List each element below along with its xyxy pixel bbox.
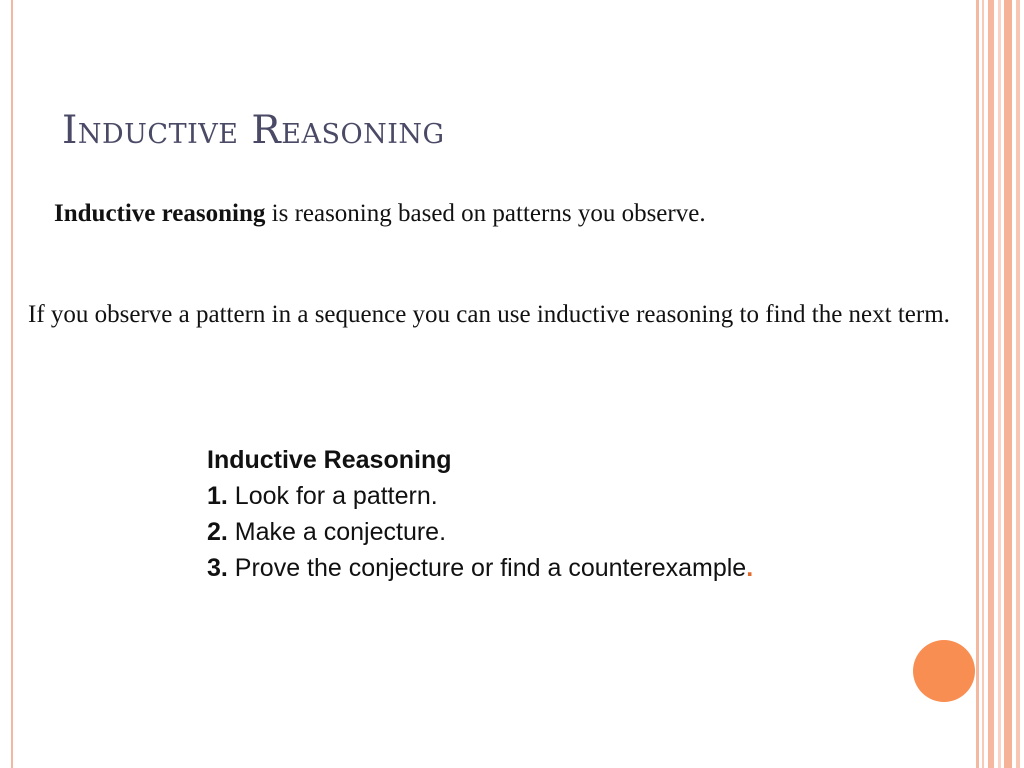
left-border-line bbox=[11, 0, 13, 768]
step-number: 1. bbox=[207, 482, 228, 510]
step-item bbox=[207, 514, 753, 550]
step-text: Look for a pattern. bbox=[227, 482, 438, 510]
stripe bbox=[998, 0, 1001, 768]
orange-circle-decoration bbox=[913, 640, 975, 702]
stripe bbox=[988, 0, 994, 768]
stripe bbox=[976, 0, 979, 768]
step-text: Prove the conjecture or find a counterexample bbox=[227, 554, 747, 582]
definition-rest: is reasoning based on patterns you observe. bbox=[265, 200, 706, 227]
step-item bbox=[207, 478, 753, 514]
steps-heading: Inductive Reasoning bbox=[207, 446, 452, 474]
slide-title: Inductive Reasoning bbox=[62, 108, 445, 153]
step-item bbox=[207, 550, 753, 586]
definition-term: Inductive reasoning bbox=[54, 200, 266, 227]
decorative-stripes bbox=[976, 0, 1024, 768]
definition-text bbox=[54, 200, 706, 228]
step-trailing-period: . bbox=[746, 554, 754, 582]
step-number: 2. bbox=[207, 518, 228, 546]
step-number: 3. bbox=[207, 554, 228, 582]
step-text: Make a conjecture. bbox=[227, 518, 447, 546]
steps-box bbox=[207, 442, 753, 586]
stripe bbox=[982, 0, 984, 768]
stripe bbox=[1004, 0, 1012, 768]
stripe bbox=[1016, 0, 1020, 768]
pattern-paragraph: If you observe a pattern in a sequence you can use inductive reasoning to find the next term. bbox=[28, 301, 950, 328]
